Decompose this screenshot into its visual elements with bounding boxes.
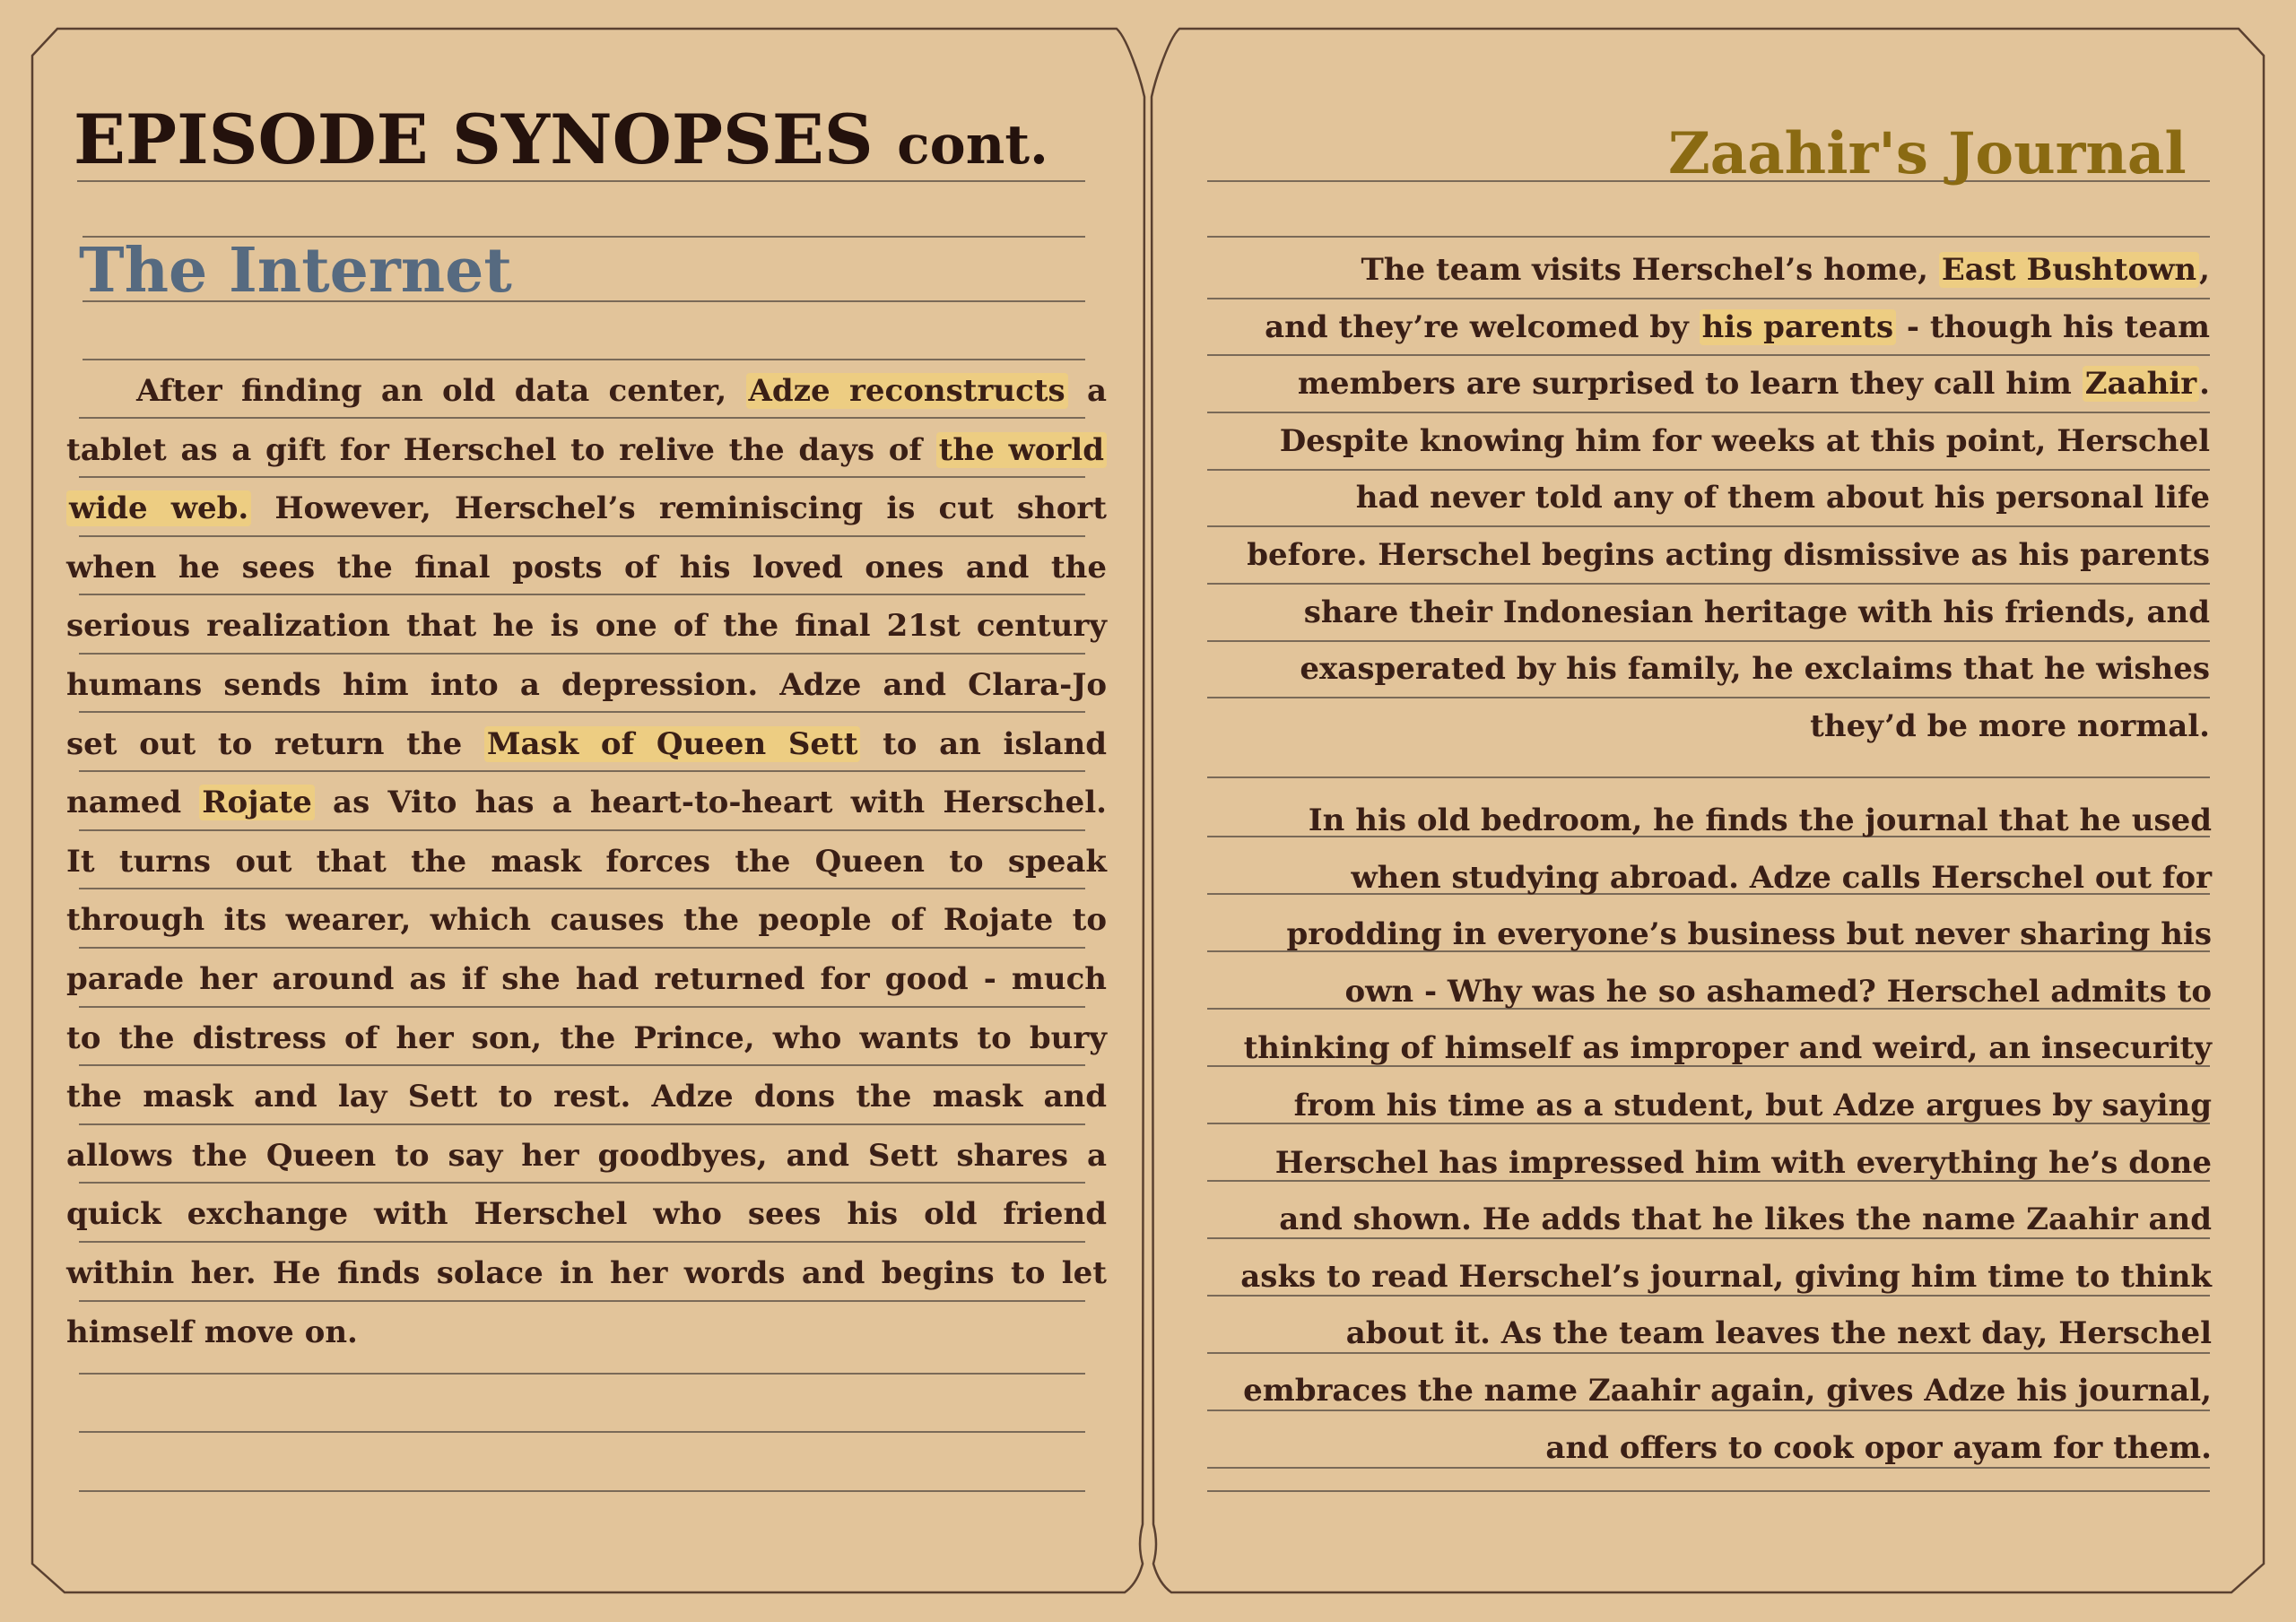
- highlighted-phrase: Zaahir: [2083, 366, 2199, 402]
- text-line: when he sees the final posts of his loved ones and the: [66, 549, 1107, 585]
- highlighted-phrase: his parents: [1700, 309, 1897, 345]
- text-line: wide web. However, Herschel’s reminiscing is cut short: [66, 480, 1107, 539]
- text-line: prodding in everyone’s business but never sharing his: [1286, 916, 2212, 953]
- ruled-line: [83, 300, 1085, 302]
- text-line: they’d be more normal.: [1810, 707, 2210, 744]
- text-line: exasperated by his family, he exclaims that he wishes: [1300, 651, 2210, 688]
- page-heading: [74, 100, 1048, 185]
- journal-paragraph-1: [1193, 242, 2210, 755]
- text-line: share their Indonesian heritage with his friends, and: [1303, 594, 2210, 630]
- text-line: about it. As the team leaves the next day, Herschel: [1345, 1315, 2212, 1352]
- journal-paragraph-2: [1193, 793, 2212, 1477]
- ruled-line: [77, 180, 1085, 182]
- highlighted-phrase: Rojate: [199, 785, 315, 820]
- text-line: set out to return the Mask of Queen Sett to an island: [66, 725, 1107, 762]
- text-line: parade her around as if she had returned for good - much: [66, 960, 1107, 997]
- page-heading-cont: cont.: [897, 114, 1048, 177]
- text-line: named Rojate as Vito has a heart-to-heart with Herschel.: [66, 785, 1107, 821]
- highlighted-phrase: Mask of Queen Sett: [484, 726, 861, 762]
- ruled-line: [83, 359, 1085, 360]
- synopsis-paragraph: [66, 362, 1107, 1362]
- ruled-line: [1207, 776, 2210, 778]
- text-line: to the distress of her son, the Prince, who wants to bury: [66, 1019, 1107, 1056]
- text-line: and they’re welcomed by his parents - though his team: [1265, 308, 2210, 345]
- highlighted-phrase: the world: [936, 432, 1107, 468]
- text-line: quick exchange with Herschel who sees his old friend: [66, 1196, 1107, 1233]
- text-line: After finding an old data center, Adze reconstructs a: [136, 373, 1107, 409]
- text-line: thinking of himself as improper and weird, an insecurity: [1243, 1030, 2212, 1067]
- text-line: Herschel has impressed him with everything he’s done: [1274, 1144, 2212, 1181]
- highlighted-phrase: Adze reconstructs: [746, 373, 1068, 409]
- text-line: members are surprised to learn they call him Zaahir.: [1297, 366, 2210, 403]
- text-line: serious realization that he is one of the final 21st century: [66, 608, 1107, 645]
- text-line: tablet as a gift for Herschel to relive the days of the world: [66, 421, 1107, 481]
- text-line: when studying abroad. Adze calls Herschel out for: [1351, 859, 2212, 896]
- text-line: It turns out that the mask forces the Queen to speak: [66, 843, 1107, 880]
- text-line: Despite knowing him for weeks at this point, Herschel: [1279, 422, 2210, 459]
- journal-title: Zaahir's Journal: [1668, 120, 2187, 187]
- text-line: and shown. He adds that he likes the name Zaahir and: [1279, 1201, 2212, 1238]
- page-heading-main: EPISODE SYNOPSES: [74, 100, 874, 179]
- text-line: and offers to cook opor ayam for them.: [1545, 1429, 2212, 1466]
- ruled-line: [1207, 236, 2210, 238]
- section-title: The Internet: [79, 235, 512, 307]
- text-line: The team visits Herschel’s home, East Bushtown,: [1361, 252, 2210, 288]
- ruled-line: [79, 1373, 1085, 1375]
- text-line: before. Herschel begins acting dismissive as his parents: [1247, 536, 2210, 573]
- text-line: allows the Queen to say her goodbyes, and Sett shares a: [66, 1137, 1107, 1174]
- ruled-line: [79, 1431, 1085, 1433]
- text-line: In his old bedroom, he finds the journal that he used: [1308, 802, 2212, 838]
- text-line: within her. He finds solace in her words and begins to let: [66, 1254, 1107, 1291]
- text-line: humans sends him into a depression. Adze and Clara-Jo: [66, 666, 1107, 703]
- highlighted-phrase: wide web.: [66, 490, 251, 526]
- text-line: from his time as a student, but Adze argues by saying: [1293, 1087, 2212, 1123]
- ruled-line: [1207, 1490, 2210, 1492]
- text-line: embraces the name Zaahir again, gives Adze his journal,: [1243, 1372, 2212, 1409]
- text-line: had never told any of them about his personal life: [1355, 480, 2210, 516]
- text-line: asks to read Herschel’s journal, giving him time to think: [1240, 1258, 2212, 1295]
- ruled-line: [79, 1490, 1085, 1492]
- text-line: the mask and lay Sett to rest. Adze dons the mask and: [66, 1079, 1107, 1115]
- text-line: through its wearer, which causes the people of Rojate to: [66, 902, 1107, 939]
- highlighted-phrase: East Bushtown: [1939, 252, 2199, 288]
- text-line: own - Why was he so ashamed? Herschel admits to: [1344, 973, 2212, 1010]
- text-line: himself move on.: [66, 1314, 358, 1350]
